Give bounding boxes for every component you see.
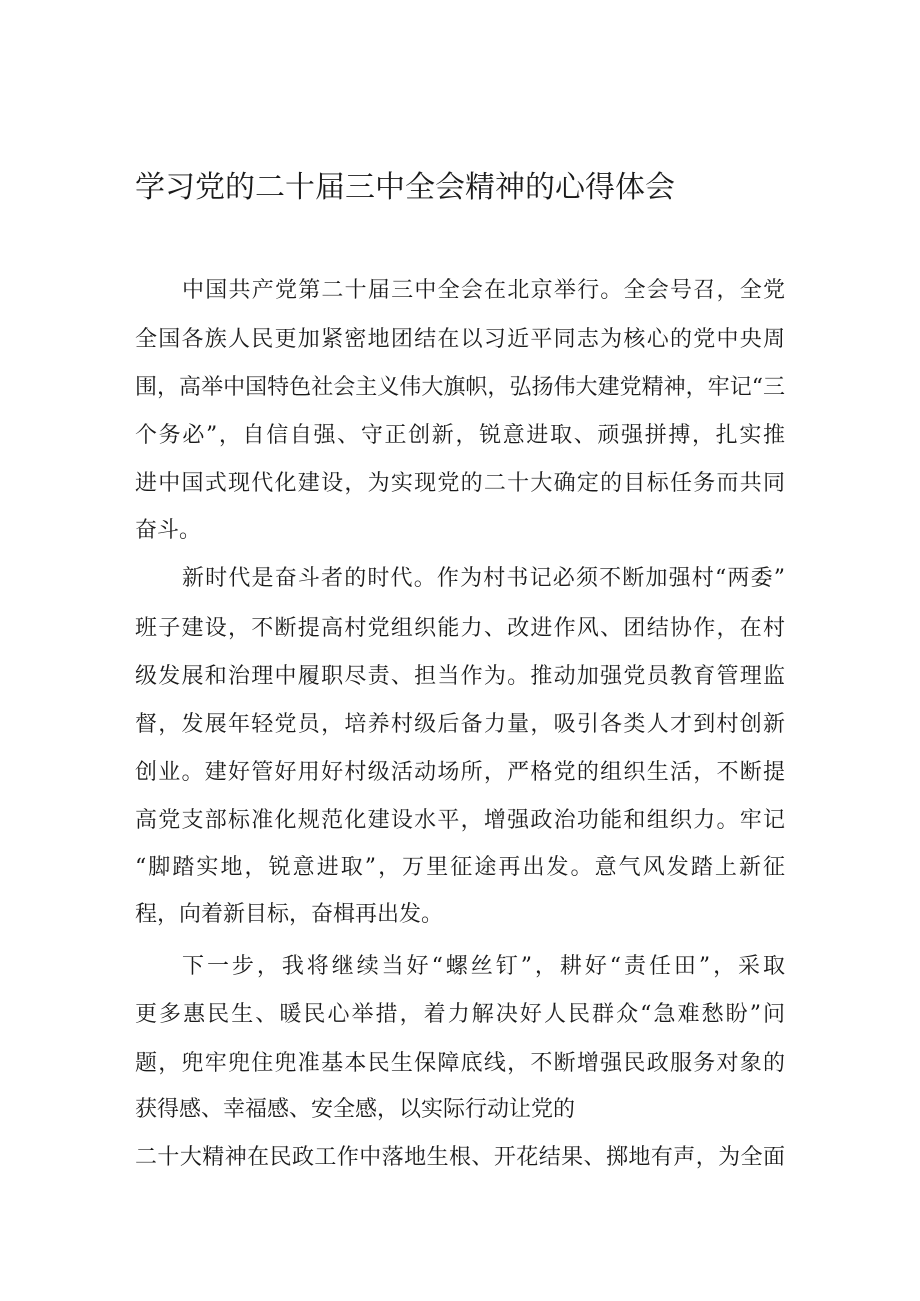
paragraph-line: 获得感、幸福感、安全感，以实际行动让党的: [135, 1097, 576, 1122]
paragraph-line: 督，发展年轻党员，培养村级后备力量，吸引各类人才到村创新: [135, 712, 785, 737]
paragraph-line: 题，兜牢兜住兜准基本民生保障底线，不断增强民政服务对象的: [135, 1051, 785, 1076]
paragraph-line: 奋斗。: [135, 518, 202, 543]
paragraph-line: 进中国式现代化建设，为实现党的二十大确定的目标任务而共同: [135, 471, 785, 496]
paragraph-line: 创业。建好管好用好村级活动场所，严格党的组织生活，不断提: [135, 760, 785, 785]
paragraph-line: 更多惠民生、暖民心举措，着力解决好人民群众“急难愁盼”问: [135, 1002, 785, 1027]
paragraph-line: 二十大精神在民政工作中落地生根、开花结果、掷地有声，为全面: [135, 1145, 785, 1170]
paragraph-line: 级发展和治理中履职尽责、担当作为。推动加强党员教育管理监: [135, 664, 785, 689]
paragraph-line: 个务必”，自信自强、守正创新，锐意进取、顽强拼搏，扎实推: [135, 423, 785, 448]
paragraph-line: 中国共产党第二十届三中全会在北京举行。全会号召，全党: [182, 278, 785, 303]
paragraph-line: 下一步，我将继续当好“螺丝钉”，耕好“责任田”，采取: [182, 954, 785, 979]
paragraph-line: 高党支部标准化规范化建设水平，增强政治功能和组织力。牢记: [135, 808, 785, 833]
paragraph-line: 班子建设，不断提高村党组织能力、改进作风、团结协作，在村: [135, 616, 785, 641]
document-title: 学习党的二十届三中全会精神的心得体会: [135, 170, 675, 205]
paragraph-line: 全国各族人民更加紧密地团结在以习近平同志为核心的党中央周: [135, 327, 785, 352]
paragraph-line: 新时代是奋斗者的时代。作为村书记必须不断加强村“两委”: [182, 566, 785, 591]
paragraph-line: “脚踏实地，锐意进取”，万里征途再出发。意气风发踏上新征: [135, 855, 785, 880]
paragraph-line: 程，向着新目标，奋楫再出发。: [135, 902, 444, 927]
paragraph-line: 围，高举中国特色社会主义伟大旗帜，弘扬伟大建党精神，牢记“三: [135, 375, 785, 400]
